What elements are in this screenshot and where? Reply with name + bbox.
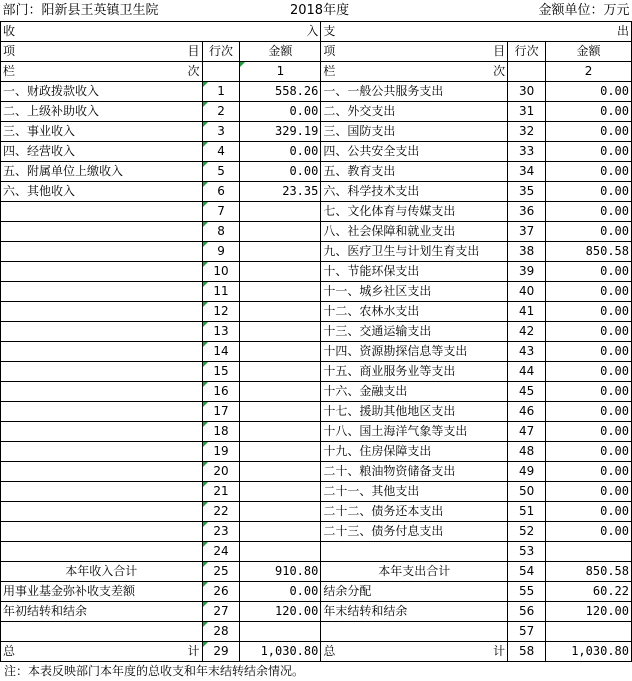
expense-amount-cell bbox=[546, 622, 632, 642]
income-item-cell bbox=[1, 362, 203, 382]
income-line-cell: 25 bbox=[202, 562, 240, 582]
expense-section-header bbox=[321, 22, 632, 42]
income-item-cell bbox=[1, 322, 203, 342]
expense-col-label bbox=[321, 62, 508, 82]
income-line-cell: 14 bbox=[202, 342, 240, 362]
income-line-cell: 4 bbox=[202, 142, 240, 162]
income-item-cell bbox=[1, 622, 203, 642]
income-item-cell bbox=[1, 242, 203, 262]
table-row bbox=[1, 562, 632, 582]
income-amount-cell: 910.80 bbox=[240, 562, 321, 582]
expense-line-cell: 39 bbox=[508, 262, 546, 282]
income-line-cell: 21 bbox=[202, 482, 240, 502]
expense-amount-cell: 850.58 bbox=[546, 242, 632, 262]
income-item-cell: 六、其他收入 bbox=[1, 182, 203, 202]
income-line-cell: 19 bbox=[202, 442, 240, 462]
expense-amount-cell: 0.00 bbox=[546, 342, 632, 362]
income-amount-cell bbox=[240, 302, 321, 322]
expense-item-cell: 十六、金融支出 bbox=[321, 382, 508, 402]
expense-line-cell: 57 bbox=[508, 622, 546, 642]
expense-amount-cell: 0.00 bbox=[546, 162, 632, 182]
table-row bbox=[1, 142, 632, 162]
table-row bbox=[1, 442, 632, 462]
income-amount-cell bbox=[240, 242, 321, 262]
expense-line-cell: 43 bbox=[508, 342, 546, 362]
income-amount-header: 金额 bbox=[240, 42, 321, 62]
expense-item-cell: 十八、国土海洋气象等支出 bbox=[321, 422, 508, 442]
expense-item-cell: 一、一般公共服务支出 bbox=[321, 82, 508, 102]
expense-amount-cell: 0.00 bbox=[546, 322, 632, 342]
expense-amount-cell: 0.00 bbox=[546, 102, 632, 122]
income-item-cell: 二、上级补助收入 bbox=[1, 102, 203, 122]
total-row bbox=[1, 642, 632, 662]
income-item-cell bbox=[1, 382, 203, 402]
expense-amount-cell: 0.00 bbox=[546, 462, 632, 482]
expense-line-cell: 47 bbox=[508, 422, 546, 442]
income-line-cell: 10 bbox=[202, 262, 240, 282]
table-row bbox=[1, 382, 632, 402]
income-col-left: 栏 bbox=[3, 64, 16, 78]
income-line-cell: 7 bbox=[202, 202, 240, 222]
income-amount-cell bbox=[240, 542, 321, 562]
expense-amount-cell: 0.00 bbox=[546, 182, 632, 202]
income-item-cell: 四、经营收入 bbox=[1, 142, 203, 162]
expense-line-cell: 48 bbox=[508, 442, 546, 462]
year-label bbox=[240, 0, 508, 22]
income-item-cell bbox=[1, 442, 203, 462]
table-row bbox=[1, 582, 632, 602]
income-amount-cell bbox=[240, 342, 321, 362]
income-line-cell: 2 bbox=[202, 102, 240, 122]
column-header-row bbox=[1, 42, 632, 62]
expense-amount-cell: 850.58 bbox=[546, 562, 632, 582]
income-line-cell: 23 bbox=[202, 522, 240, 542]
table-row bbox=[1, 322, 632, 342]
expense-item-cell: 本年支出合计 bbox=[321, 562, 508, 582]
table-row bbox=[1, 522, 632, 542]
income-amount-cell bbox=[240, 402, 321, 422]
income-amount-cell bbox=[240, 322, 321, 342]
table-row bbox=[1, 342, 632, 362]
income-line-cell: 18 bbox=[202, 422, 240, 442]
table-row bbox=[1, 162, 632, 182]
expense-line-header: 行次 bbox=[508, 42, 546, 62]
income-item-cell bbox=[1, 262, 203, 282]
income-amount-cell: 0.00 bbox=[240, 142, 321, 162]
income-amount-cell bbox=[240, 622, 321, 642]
income-line-cell: 20 bbox=[202, 462, 240, 482]
unit-label: 金额单位：万元 bbox=[538, 3, 630, 18]
expense-line-cell: 56 bbox=[508, 602, 546, 622]
expense-amount-cell: 60.22 bbox=[546, 582, 632, 602]
expense-total-label bbox=[321, 642, 508, 662]
expense-item-cell: 结余分配 bbox=[321, 582, 508, 602]
expense-item-cell bbox=[321, 622, 508, 642]
expense-col-left: 栏 bbox=[323, 64, 336, 78]
income-line-cell: 1 bbox=[202, 82, 240, 102]
expense-item-cell: 十一、城乡社区支出 bbox=[321, 282, 508, 302]
table-row bbox=[1, 262, 632, 282]
expense-item-right: 目 bbox=[493, 44, 506, 58]
income-item-cell: 用事业基金弥补收支差额 bbox=[1, 582, 203, 602]
income-line-cell: 9 bbox=[202, 242, 240, 262]
expense-amount-cell bbox=[546, 542, 632, 562]
section-header-row bbox=[1, 22, 632, 42]
expense-amount-header: 金额 bbox=[546, 42, 632, 62]
expense-line-cell: 37 bbox=[508, 222, 546, 242]
expense-amount-cell: 0.00 bbox=[546, 362, 632, 382]
income-amount-cell bbox=[240, 482, 321, 502]
expense-line-cell: 38 bbox=[508, 242, 546, 262]
expense-col-blank bbox=[508, 62, 546, 82]
expense-line-cell: 35 bbox=[508, 182, 546, 202]
expense-amount-cell: 0.00 bbox=[546, 422, 632, 442]
expense-item-cell: 十五、商业服务业等支出 bbox=[321, 362, 508, 382]
expense-line-cell: 33 bbox=[508, 142, 546, 162]
income-line-cell: 3 bbox=[202, 122, 240, 142]
expense-amount-cell: 0.00 bbox=[546, 442, 632, 462]
income-item-cell: 一、财政拨款收入 bbox=[1, 82, 203, 102]
expense-line-cell: 42 bbox=[508, 322, 546, 342]
year-text: 2018年度 bbox=[289, 3, 350, 18]
expense-item-cell: 八、社会保障和就业支出 bbox=[321, 222, 508, 242]
expense-line-cell: 30 bbox=[508, 82, 546, 102]
table-row bbox=[1, 502, 632, 522]
expense-line-cell: 54 bbox=[508, 562, 546, 582]
income-total-label-right: 计 bbox=[187, 644, 200, 658]
income-total-label bbox=[1, 642, 203, 662]
income-item-cell bbox=[1, 462, 203, 482]
expense-item-header bbox=[321, 42, 508, 62]
table-row bbox=[1, 602, 632, 622]
income-line-cell: 28 bbox=[202, 622, 240, 642]
income-amount-cell: 558.26 bbox=[240, 82, 321, 102]
expense-amount-cell: 0.00 bbox=[546, 222, 632, 242]
income-item-cell: 年初结转和结余 bbox=[1, 602, 203, 622]
income-item-cell bbox=[1, 522, 203, 542]
income-item-cell bbox=[1, 482, 203, 502]
income-item-cell bbox=[1, 422, 203, 442]
income-item-right: 目 bbox=[187, 44, 200, 58]
income-amount-cell: 120.00 bbox=[240, 602, 321, 622]
table-row bbox=[1, 82, 632, 102]
expense-item-cell: 四、公共安全支出 bbox=[321, 142, 508, 162]
expense-title-left: 支 bbox=[323, 24, 336, 38]
income-total-line: 29 bbox=[202, 642, 240, 662]
table-row bbox=[1, 242, 632, 262]
expense-line-cell: 44 bbox=[508, 362, 546, 382]
expense-total-label-right: 计 bbox=[493, 644, 506, 658]
expense-amount-cell: 120.00 bbox=[546, 602, 632, 622]
table-row bbox=[1, 222, 632, 242]
expense-amount-cell: 0.00 bbox=[546, 122, 632, 142]
expense-col-right: 次 bbox=[493, 64, 506, 78]
expense-line-cell: 45 bbox=[508, 382, 546, 402]
table-row bbox=[1, 482, 632, 502]
expense-item-cell: 年末结转和结余 bbox=[321, 602, 508, 622]
expense-item-cell: 十四、资源勘探信息等支出 bbox=[321, 342, 508, 362]
expense-amount-cell: 0.00 bbox=[546, 282, 632, 302]
income-col-right: 次 bbox=[187, 64, 200, 78]
income-item-cell: 五、附属单位上缴收入 bbox=[1, 162, 203, 182]
table-row bbox=[1, 462, 632, 482]
income-line-cell: 5 bbox=[202, 162, 240, 182]
income-line-cell: 16 bbox=[202, 382, 240, 402]
expense-item-cell: 二十、粮油物资储备支出 bbox=[321, 462, 508, 482]
expense-amount-cell: 0.00 bbox=[546, 142, 632, 162]
table-row bbox=[1, 182, 632, 202]
income-amount-cell bbox=[240, 282, 321, 302]
income-item-cell bbox=[1, 502, 203, 522]
income-amount-cell: 0.00 bbox=[240, 582, 321, 602]
income-amount-cell bbox=[240, 262, 321, 282]
income-line-cell: 8 bbox=[202, 222, 240, 242]
expense-item-cell: 五、教育支出 bbox=[321, 162, 508, 182]
income-item-cell bbox=[1, 302, 203, 322]
income-amount-cell bbox=[240, 442, 321, 462]
income-title-left: 收 bbox=[3, 24, 16, 38]
expense-line-cell: 51 bbox=[508, 502, 546, 522]
table-row bbox=[1, 542, 632, 562]
income-col-blank bbox=[202, 62, 240, 82]
expense-item-cell: 十、节能环保支出 bbox=[321, 262, 508, 282]
expense-item-cell: 二、外交支出 bbox=[321, 102, 508, 122]
table-row bbox=[1, 622, 632, 642]
table-row bbox=[1, 422, 632, 442]
income-amount-cell bbox=[240, 202, 321, 222]
income-amount-cell bbox=[240, 522, 321, 542]
income-line-cell: 11 bbox=[202, 282, 240, 302]
table-row bbox=[1, 402, 632, 422]
expense-amount-cell: 0.00 bbox=[546, 202, 632, 222]
expense-line-cell: 41 bbox=[508, 302, 546, 322]
income-item-cell bbox=[1, 202, 203, 222]
table-row bbox=[1, 302, 632, 322]
income-total-amount: 1,030.80 bbox=[240, 642, 321, 662]
income-item-cell bbox=[1, 342, 203, 362]
income-col-label bbox=[1, 62, 203, 82]
income-amount-cell bbox=[240, 222, 321, 242]
expense-total-label-left: 总 bbox=[323, 644, 336, 658]
expense-amount-cell: 0.00 bbox=[546, 262, 632, 282]
income-line-cell: 22 bbox=[202, 502, 240, 522]
expense-line-cell: 52 bbox=[508, 522, 546, 542]
income-item-cell bbox=[1, 222, 203, 242]
income-amount-cell bbox=[240, 422, 321, 442]
expense-item-cell: 二十二、债务还本支出 bbox=[321, 502, 508, 522]
table-row bbox=[1, 122, 632, 142]
income-total-label-left: 总 bbox=[3, 644, 16, 658]
income-amount-cell bbox=[240, 362, 321, 382]
income-line-cell: 24 bbox=[202, 542, 240, 562]
column-number-row bbox=[1, 62, 632, 82]
income-title-right: 入 bbox=[306, 24, 319, 38]
expense-item-cell: 六、科学技术支出 bbox=[321, 182, 508, 202]
expense-line-cell: 50 bbox=[508, 482, 546, 502]
expense-line-cell: 53 bbox=[508, 542, 546, 562]
expense-amount-cell: 0.00 bbox=[546, 402, 632, 422]
expense-line-cell: 46 bbox=[508, 402, 546, 422]
expense-amount-cell: 0.00 bbox=[546, 82, 632, 102]
income-col-number: 1 bbox=[240, 62, 321, 82]
income-line-cell: 26 bbox=[202, 582, 240, 602]
income-item-cell bbox=[1, 282, 203, 302]
income-item-cell bbox=[1, 542, 203, 562]
expense-item-cell: 二十三、债务付息支出 bbox=[321, 522, 508, 542]
expense-item-cell bbox=[321, 542, 508, 562]
expense-total-line: 58 bbox=[508, 642, 546, 662]
expense-line-cell: 40 bbox=[508, 282, 546, 302]
income-item-cell: 本年收入合计 bbox=[1, 562, 203, 582]
income-amount-cell: 23.35 bbox=[240, 182, 321, 202]
expense-line-cell: 32 bbox=[508, 122, 546, 142]
expense-amount-cell: 0.00 bbox=[546, 482, 632, 502]
income-item-left: 项 bbox=[3, 44, 16, 58]
expense-line-cell: 55 bbox=[508, 582, 546, 602]
income-item-cell bbox=[1, 402, 203, 422]
expense-item-cell: 十三、交通运输支出 bbox=[321, 322, 508, 342]
expense-amount-cell: 0.00 bbox=[546, 502, 632, 522]
income-section-header bbox=[1, 22, 321, 42]
expense-item-cell: 十七、援助其他地区支出 bbox=[321, 402, 508, 422]
expense-line-cell: 34 bbox=[508, 162, 546, 182]
expense-item-cell: 九、医疗卫生与计划生育支出 bbox=[321, 242, 508, 262]
expense-col-number: 2 bbox=[546, 62, 632, 82]
expense-line-cell: 36 bbox=[508, 202, 546, 222]
income-amount-cell: 329.19 bbox=[240, 122, 321, 142]
title-row bbox=[1, 0, 632, 22]
expense-item-cell: 十九、住房保障支出 bbox=[321, 442, 508, 462]
table-row bbox=[1, 362, 632, 382]
expense-item-left: 项 bbox=[323, 44, 336, 58]
table-row bbox=[1, 102, 632, 122]
expense-line-cell: 49 bbox=[508, 462, 546, 482]
table-row bbox=[1, 282, 632, 302]
expense-amount-cell: 0.00 bbox=[546, 382, 632, 402]
income-line-cell: 13 bbox=[202, 322, 240, 342]
income-amount-cell bbox=[240, 502, 321, 522]
income-line-header: 行次 bbox=[202, 42, 240, 62]
table-row bbox=[1, 202, 632, 222]
expense-item-cell: 二十一、其他支出 bbox=[321, 482, 508, 502]
expense-item-cell: 十二、农林水支出 bbox=[321, 302, 508, 322]
expense-amount-cell: 0.00 bbox=[546, 302, 632, 322]
expense-total-amount: 1,030.80 bbox=[546, 642, 632, 662]
income-amount-cell: 0.00 bbox=[240, 102, 321, 122]
income-line-cell: 17 bbox=[202, 402, 240, 422]
footnote: 注：本表反映部门本年度的总收支和年末结转结余情况。 bbox=[4, 664, 305, 678]
expense-title-right: 出 bbox=[616, 24, 629, 38]
income-line-cell: 12 bbox=[202, 302, 240, 322]
expense-item-cell: 三、国防支出 bbox=[321, 122, 508, 142]
income-amount-cell bbox=[240, 462, 321, 482]
income-amount-cell bbox=[240, 382, 321, 402]
expense-line-cell: 31 bbox=[508, 102, 546, 122]
income-amount-cell: 0.00 bbox=[240, 162, 321, 182]
income-line-cell: 27 bbox=[202, 602, 240, 622]
income-item-cell: 三、事业收入 bbox=[1, 122, 203, 142]
expense-item-cell: 七、文化体育与传媒支出 bbox=[321, 202, 508, 222]
income-item-header bbox=[1, 42, 203, 62]
income-line-cell: 6 bbox=[202, 182, 240, 202]
department-label: 部门：阳新县王英镇卫生院 bbox=[2, 3, 159, 18]
expense-amount-cell: 0.00 bbox=[546, 522, 632, 542]
income-line-cell: 15 bbox=[202, 362, 240, 382]
